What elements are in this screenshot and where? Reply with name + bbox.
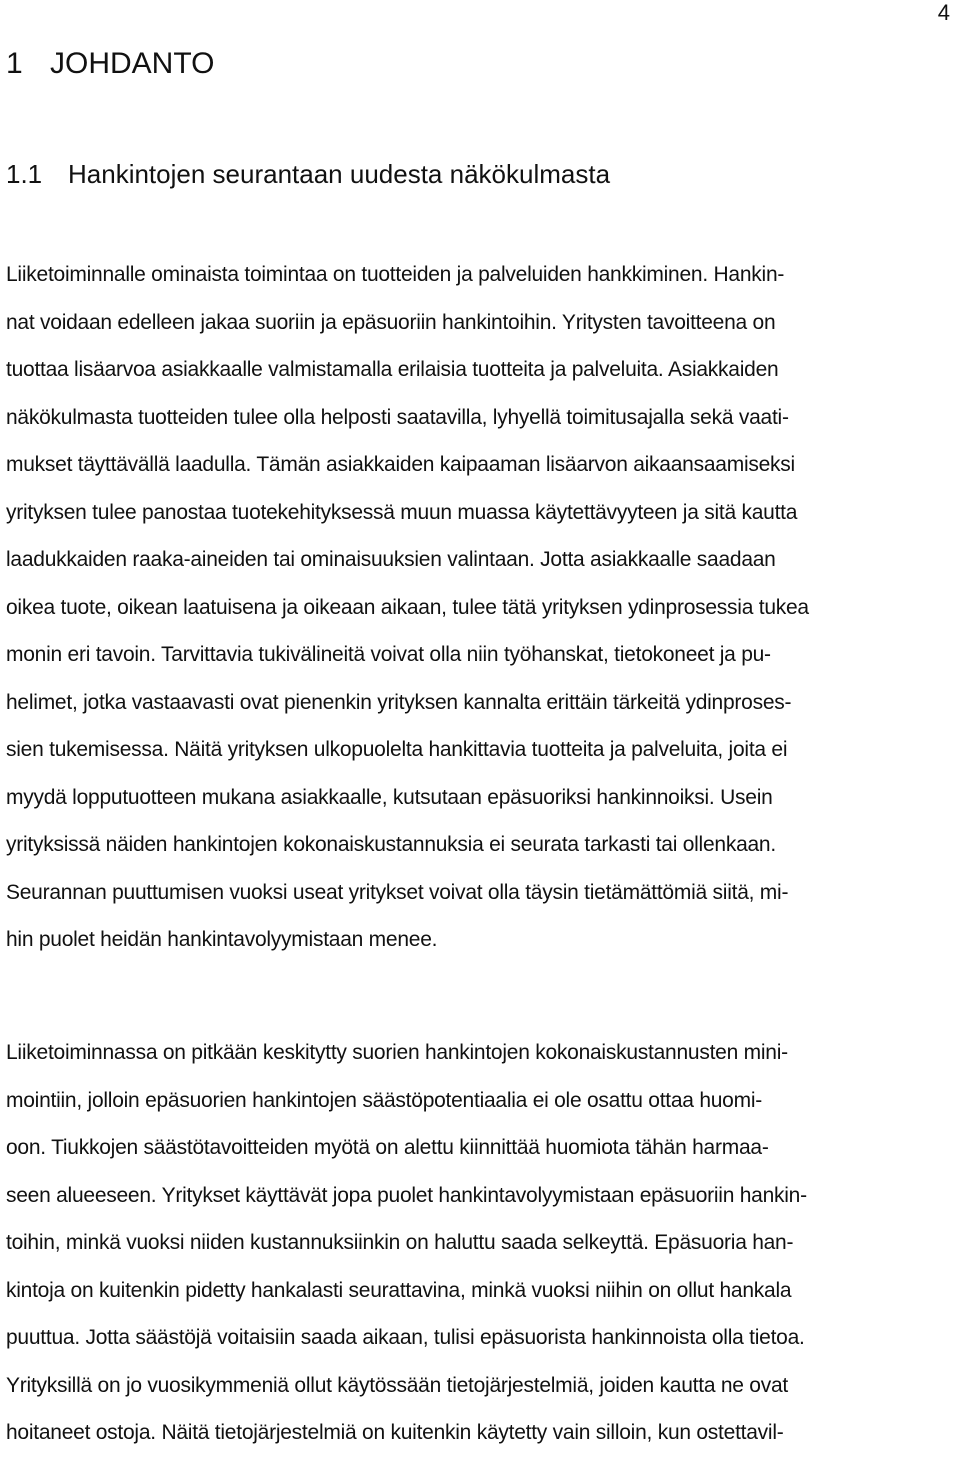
paragraph-line: puuttua. Jotta säästöjä voitaisiin saada aikaan, tulisi epäsuorista hankinnoista olla tietoa. xyxy=(6,1326,805,1349)
paragraph-line: Liiketoiminnassa on pitkään keskitytty suorien hankintojen kokonaiskustannusten mini- xyxy=(6,1041,788,1064)
page-number: 4 xyxy=(937,0,950,25)
chapter-heading xyxy=(6,44,214,84)
paragraph-line: yrityksen tulee panostaa tuotekehityksessä muun muassa käytettävyyteen ja sitä kautta xyxy=(6,500,798,524)
paragraph-line: laadukkaiden raaka-aineiden tai ominaisuuksien valintaan. Jotta asiakkaalle saadaan xyxy=(6,548,776,571)
paragraph-line: Liiketoiminnalle ominaista toimintaa on tuotteiden ja palveluiden hankkiminen. Hankin- xyxy=(6,263,785,286)
paragraph-line: seen alueeseen. Yritykset käyttävät jopa puolet hankintavolyymistaan epäsuoriin hankin- xyxy=(6,1183,807,1207)
paragraph-line: tuottaa lisäarvoa asiakkaalle valmistamalla erilaisia tuotteita ja palveluita. Asiakkaiden xyxy=(6,358,779,381)
paragraph-line: mointiin, jolloin epäsuorien hankintojen säästöpotentiaalia ei ole osattu ottaa huomi- xyxy=(6,1088,763,1112)
paragraph-line: helimet, jotka vastaavasti ovat pienenkin yrityksen kannalta erittäin tärkeitä ydinproses- xyxy=(6,690,792,714)
paragraph-line: myydä lopputuotteen mukana asiakkaalle, kutsutaan epäsuoriksi hankinnoiksi. Usein xyxy=(6,785,773,809)
paragraph-line: mukset täyttävällä laadulla. Tämän asiakkaiden kaipaaman lisäarvon aikaansaamiseksi xyxy=(6,453,795,476)
chapter-title: JOHDANTO xyxy=(50,47,215,80)
paragraph-line: toihin, minkä vuoksi niiden kustannuksiinkin on haluttu saada selkeyttä. Epäsuoria han- xyxy=(6,1231,794,1254)
section-number: 1.1 xyxy=(6,159,43,189)
paragraph-line: oikea tuote, oikean laatuisena ja oikeaan aikaan, tulee tätä yrityksen ydinprosessia tukea xyxy=(6,595,809,619)
paragraph-1 xyxy=(6,251,956,964)
chapter-number: 1 xyxy=(6,47,23,80)
paragraph-line: hoitaneet ostoja. Näitä tietojärjestelmiä on kuitenkin käytetty vain silloin, kun ostettavil- xyxy=(6,1421,784,1444)
paragraph-line: nat voidaan edelleen jakaa suoriin ja epäsuoriin hankintoihin. Yritysten tavoitteena on xyxy=(6,310,776,334)
paragraph-line: hin puolet heidän hankintavolyymistaan menee. xyxy=(6,928,438,951)
paragraph-line: oon. Tiukkojen säästötavoitteiden myötä on alettu kiinnittää huomiota tähän harmaa- xyxy=(6,1136,769,1159)
paragraph-line: yrityksissä näiden hankintojen kokonaiskustannuksia ei seurata tarkasti tai ollenkaan. xyxy=(6,833,776,856)
paragraph-line: Yrityksillä on jo vuosikymmeniä ollut käytössään tietojärjestelmiä, joiden kautta ne ovat xyxy=(6,1373,788,1397)
paragraph-2 xyxy=(6,1029,956,1457)
paragraph-line: näkökulmasta tuotteiden tulee olla helposti saatavilla, lyhyellä toimitusajalla sekä vaati- xyxy=(6,405,789,429)
paragraph-line: monin eri tavoin. Tarvittavia tukivälineitä voivat olla niin työhanskat, tietokoneet ja pu- xyxy=(6,643,771,666)
paragraph-line: Seurannan puuttumisen vuoksi useat yritykset voivat olla täysin tietämättömiä siitä, mi- xyxy=(6,880,789,904)
paragraph-line: sien tukemisessa. Näitä yrityksen ulkopuolelta hankittavia tuotteita ja palveluita, joita ei xyxy=(6,738,788,761)
paragraph-line: kintoja on kuitenkin pidetty hankalasti seurattavina, minkä vuoksi niihin on ollut hankala xyxy=(6,1278,792,1302)
section-heading xyxy=(6,156,610,192)
section-title: Hankintojen seurantaan uudesta näkökulmasta xyxy=(68,159,611,189)
